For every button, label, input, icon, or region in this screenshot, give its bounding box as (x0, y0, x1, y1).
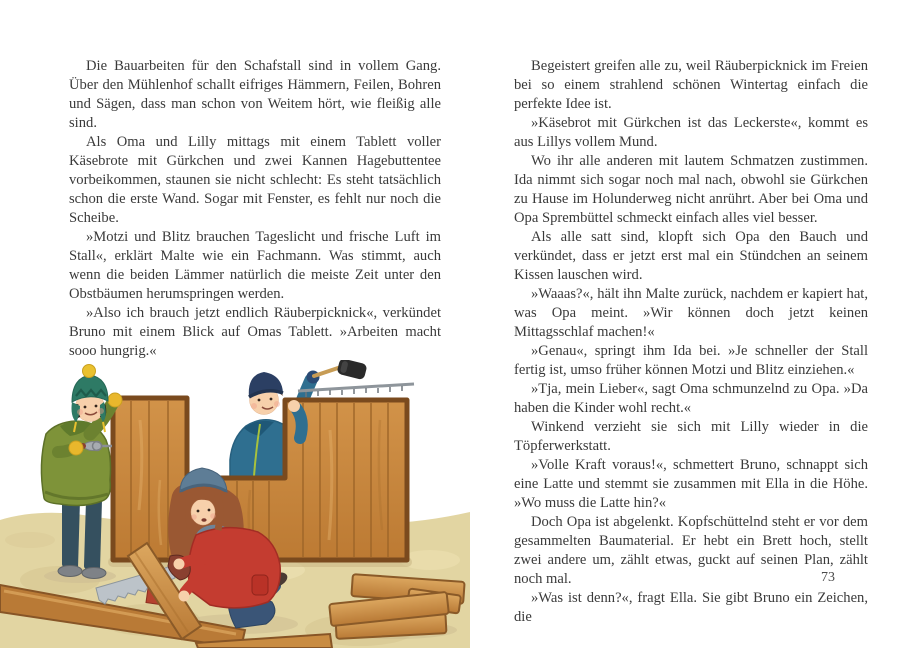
paragraph: »Was ist denn?«, fragt Ella. Sie gibt Bruno ein Zeichen, die (514, 590, 868, 625)
left-page-text (69, 57, 441, 361)
paragraph: »Waaas?«, hält ihn Malte zurück, nachdem er kapiert hat, was Opa meint. »Wir können doch jetzt keinen Mittagsschlaf machen!« (514, 286, 868, 340)
page-number: 73 (821, 570, 835, 585)
shoe (82, 568, 106, 579)
paragraph: »Also ich brauch jetzt endlich Räuberpicknick«, verkündet Bruno mit einem Blick auf Omas Tablett. »Arbeiten macht sooo hungrig.« (69, 305, 441, 359)
mallet-icon (314, 360, 368, 380)
glove (108, 393, 122, 407)
paragraph: Winkend verzieht sie sich mit Lilly wieder in die Töpferwerkstatt. (514, 419, 868, 454)
right-page-text (514, 57, 868, 627)
paragraph: Die Bauarbeiten für den Schafstall sind in vollem Gang. Über den Mühlenhof schallt eifriges Hämmern, Feilen, Bohren und Sägen, dass man schon von Weitem hört, wie fleißig alle sind. (69, 58, 441, 131)
illustration (0, 360, 470, 648)
paragraph: Wo ihr alle anderen mit lautem Schmatzen zustimmen. Ida nimmt sich sogar noch mal nach, obwohl sie Gürkchen zu Hause im Holunderweg nicht anrührt. Aber bei Oma und Opa Sprembüttel schmeckt einfach alles viel besser. (514, 153, 868, 226)
mitten (69, 441, 83, 455)
shoe (58, 566, 82, 577)
paragraph: Als alle satt sind, klopft sich Opa den Bauch und verkündet, dass er jetzt erst mal ein Stündchen an seinem Kissen lauschen wird. (514, 229, 868, 283)
paragraph: Als Oma und Lilly mittags mit einem Tablett voller Käsebrote mit Gürkchen und zwei Kannen Hagebuttentee vorbeikommen, staunen sie nicht schlecht: Es steht tatsächlich schon die erste Wand. Sogar mit Fenster, es fehlt nur noch die Scheibe. (69, 134, 441, 226)
paragraph: Begeistert greifen alle zu, weil Räuberpicknick im Freien bei so einem strahlend schönen Wintertag einfach die perfekte Idee ist. (514, 58, 868, 112)
paragraph: »Motzi und Blitz brauchen Tageslicht und frische Luft im Stall«, erklärt Malte wie ein Fachmann. Was stimmt, auch wenn die beiden Lämmer natürlich die meiste Zeit unter den Obstbäumen herumspringen werden. (69, 229, 441, 302)
pompom (83, 365, 96, 378)
paragraph: »Genau«, springt ihm Ida bei. »Je schneller der Stall fertig ist, umso früher können Motzi und Blitz einziehen.« (514, 343, 868, 378)
paragraph: »Käsebrot mit Gürkchen ist das Leckerste«, kommt es aus Lillys vollem Mund. (514, 115, 868, 150)
paragraph: »Tja, mein Lieber«, sagt Oma schmunzelnd zu Opa. »Da haben die Kinder wohl recht.« (514, 381, 868, 416)
paragraph: Doch Opa ist abgelenkt. Kopfschüttelnd steht er vor dem gesammelten Baumaterial. Er hebt ein Brett hoch, stellt zwei andere um, zählt etwas, guckt auf seinen Plan, zählt noch mal. (514, 514, 868, 587)
pocket (252, 575, 268, 595)
paragraph: »Volle Kraft voraus!«, schmettert Bruno, schnappt sich eine Latte und stemmt sie zusammen mit Ella in die Höhe. »Wo muss die Latte hin?« (514, 457, 868, 511)
